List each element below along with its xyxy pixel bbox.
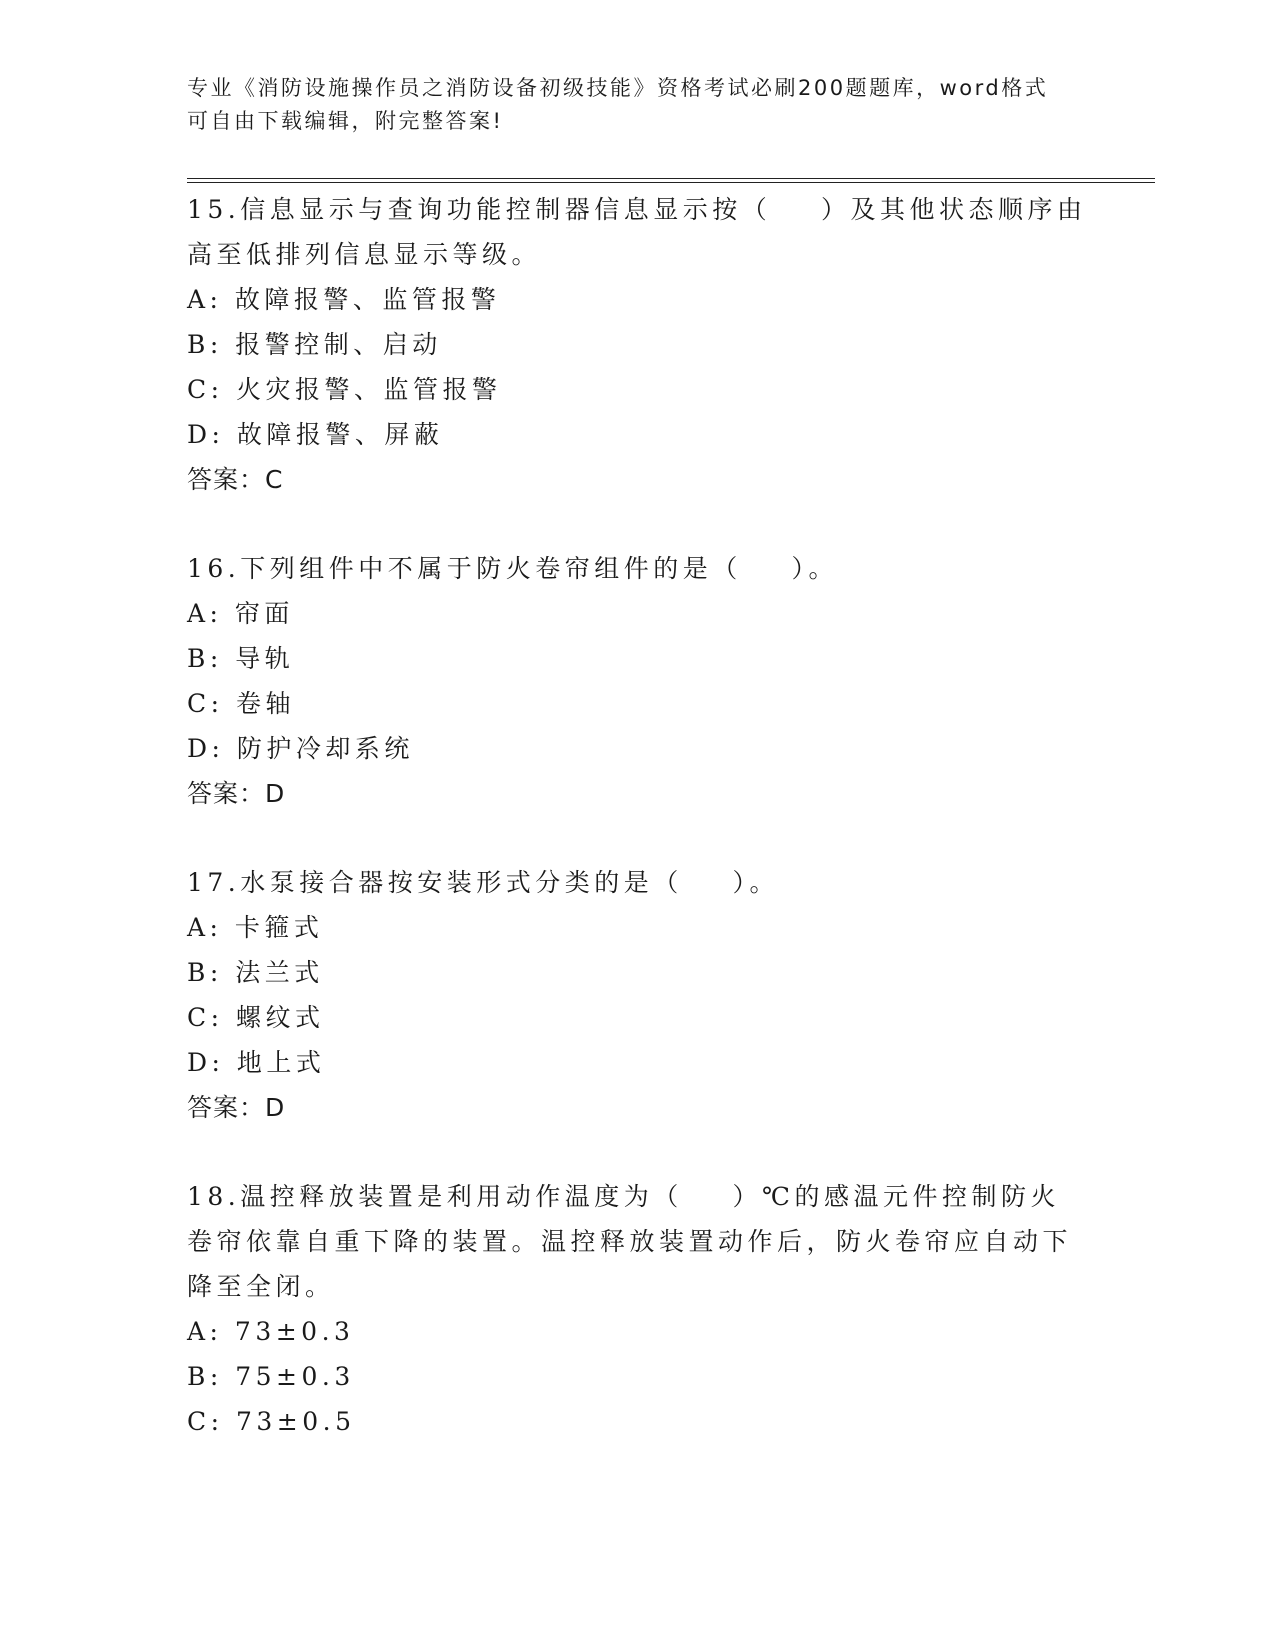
- option-d: D: 地上式: [187, 1048, 326, 1077]
- option-b: B: 75±0.3: [187, 1362, 355, 1391]
- header-rule-top: [187, 178, 1155, 179]
- question-stem: 17.水泵接合器按安装形式分类的是（ ）。: [187, 868, 780, 897]
- option-a: A: 卡箍式: [187, 913, 324, 942]
- question-18: [187, 1174, 1087, 1444]
- option-b: B: 法兰式: [187, 958, 324, 987]
- question-15: [187, 187, 1087, 502]
- option-b: B: 导轨: [187, 644, 295, 673]
- question-stem: 18.温控释放装置是利用动作温度为（ ）℃的感温元件控制防火卷帘依靠自重下降的装置。温控释放装置动作后，防火卷帘应自动下降至全闭。: [187, 1182, 1073, 1301]
- answer: 答案：D: [187, 1093, 286, 1122]
- document-header: 专业《消防设施操作员之消防设备初级技能》资格考试必刷200题题库，word格式可自由下载编辑，附完整答案!: [187, 76, 1049, 133]
- question-17: [187, 860, 1087, 1130]
- option-d: D: 故障报警、屏蔽: [187, 420, 444, 449]
- option-d: D: 防护冷却系统: [187, 734, 414, 763]
- option-b: B: 报警控制、启动: [187, 330, 442, 359]
- header-rule-bottom: [187, 182, 1155, 183]
- option-c: C: 火灾报警、监管报警: [187, 375, 502, 404]
- option-a: A: 故障报警、监管报警: [187, 285, 501, 314]
- question-16: [187, 546, 1087, 816]
- question-stem: 16.下列组件中不属于防火卷帘组件的是（ ）。: [187, 554, 839, 583]
- option-a: A: 73±0.3: [187, 1317, 355, 1346]
- question-list: [187, 187, 1087, 1488]
- answer: 答案：C: [187, 465, 284, 494]
- question-stem: 15.信息显示与查询功能控制器信息显示按（ ）及其他状态顺序由高至低排列信息显示等级。: [187, 195, 1087, 269]
- option-a: A: 帘面: [187, 599, 294, 628]
- option-c: C: 卷轴: [187, 689, 295, 718]
- option-c: C: 螺纹式: [187, 1003, 325, 1032]
- answer: 答案：D: [187, 779, 286, 808]
- option-c: C: 73±0.5: [187, 1407, 356, 1436]
